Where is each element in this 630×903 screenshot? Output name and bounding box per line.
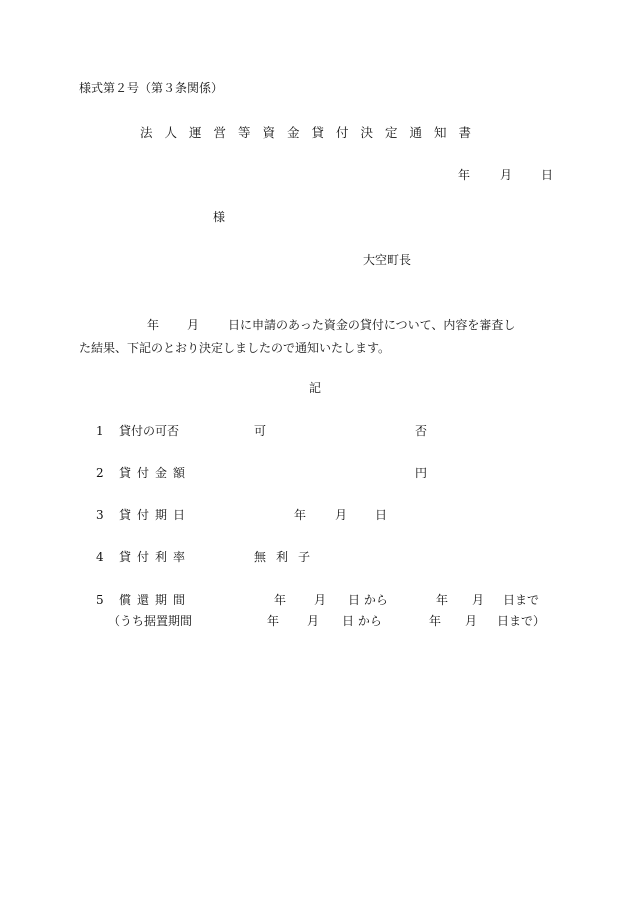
item1-number: 1 xyxy=(96,424,104,438)
addressee-suffix: 様 xyxy=(213,210,226,224)
item5-sub-month2: 月 xyxy=(465,614,478,628)
item5-sub-year2: 年 xyxy=(429,614,442,628)
item2-number: 2 xyxy=(96,466,104,480)
date-year: 年 xyxy=(458,168,471,182)
body-month: 月 xyxy=(187,318,200,332)
item5-label: 償還期間 xyxy=(119,593,192,607)
item1-no: 否 xyxy=(415,424,428,438)
item3-number: 3 xyxy=(96,508,104,522)
item5-number: 5 xyxy=(96,593,104,607)
item5-sub-label: （うち据置期間 xyxy=(108,614,193,628)
item2-unit: 円 xyxy=(415,466,428,480)
item5-month2: 月 xyxy=(472,593,485,607)
ki-heading: 記 xyxy=(309,381,322,395)
item5-sub-month1: 月 xyxy=(307,614,320,628)
item5-month1: 月 xyxy=(314,593,327,607)
item5-sub-day2-until: 日まで） xyxy=(497,614,546,628)
body-year: 年 xyxy=(147,318,160,332)
body-line2: た結果、下記のとおり決定しましたので通知いたします。 xyxy=(79,341,391,355)
form-label: 様式第２号（第３条関係） xyxy=(79,81,224,95)
document-title: 法人運営等資金貸付決定通知書 xyxy=(140,125,484,140)
date-day: 日 xyxy=(541,168,554,182)
item3-year: 年 xyxy=(294,508,307,522)
item1-yes: 可 xyxy=(254,424,267,438)
item5-year2: 年 xyxy=(436,593,449,607)
item3-day: 日 xyxy=(375,508,388,522)
item5-sub-year1: 年 xyxy=(267,614,280,628)
item5-day1-from: 日 から xyxy=(348,593,388,607)
item5-year1: 年 xyxy=(274,593,287,607)
item4-number: 4 xyxy=(96,550,104,564)
item5-day2-until: 日まで xyxy=(503,593,540,607)
item1-label: 貸付の可否 xyxy=(119,424,180,438)
body-line1: 日に申請のあった資金の貸付について、内容を審査し xyxy=(228,318,516,332)
item4-value: 無利子 xyxy=(254,550,321,564)
item2-label: 貸付金額 xyxy=(119,466,192,480)
item5-sub-day1-from: 日 から xyxy=(342,614,382,628)
item3-month: 月 xyxy=(335,508,348,522)
item3-label: 貸付期日 xyxy=(119,508,192,522)
issuer-name: 大空町長 xyxy=(363,253,412,267)
date-month: 月 xyxy=(500,168,513,182)
item4-label: 貸付利率 xyxy=(119,550,192,564)
